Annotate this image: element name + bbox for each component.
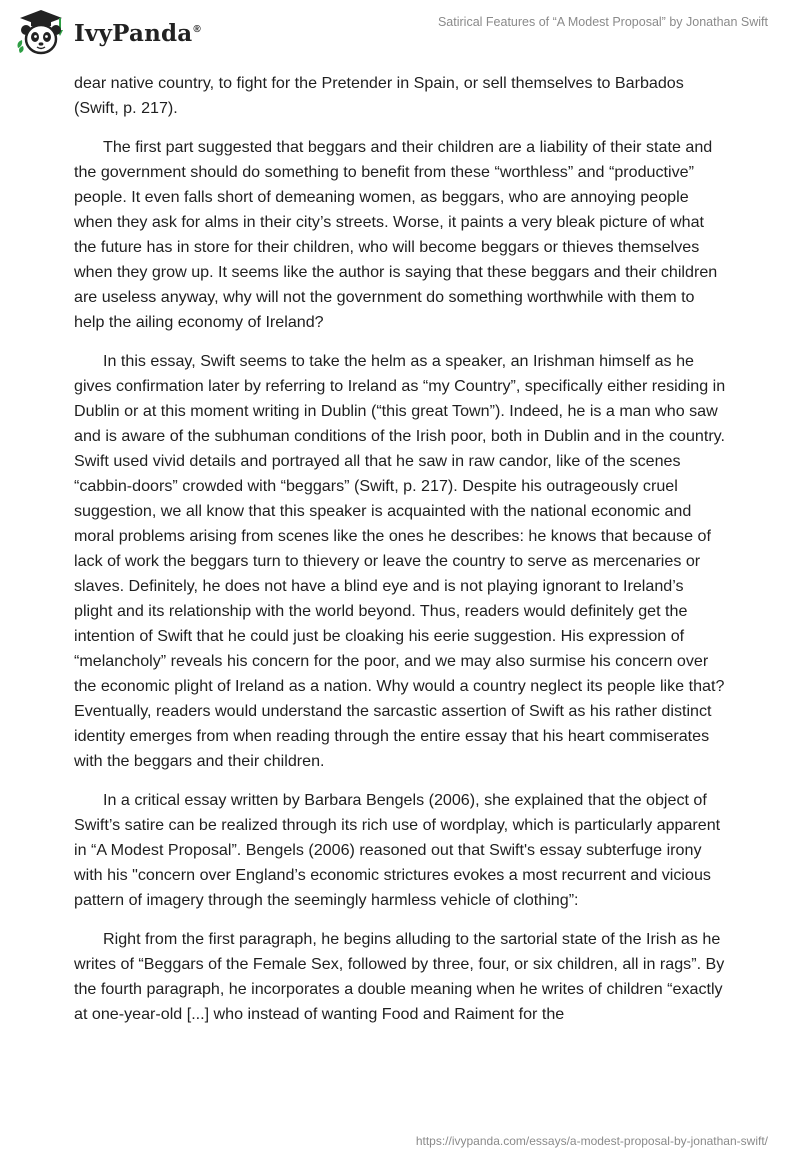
panda-graduate-icon bbox=[14, 8, 68, 56]
document-title: Satirical Features of “A Modest Proposal” by Jonathan Swift bbox=[437, 15, 768, 29]
paragraph: The first part suggested that beggars and their children are a liability of their state and the government should do something to benefit from these “worthless” and “productive” people. It even falls short of demeaning women, as beggars, who are annoying people when they ask for alms in their city’s streets. Worse, it paints a very bleak picture of what the future has in store for their children, who will become beggars or thieves themselves when they grow up. It seems like the author is saying that these beggars and their children are useless anyway, why will not the government do something worthwhile with them to help the ailing economy of Ireland? bbox=[74, 138, 718, 331]
essay-body bbox=[74, 71, 726, 1041]
paragraph: Right from the first paragraph, he begins alluding to the sartorial state of the Irish as he writes of “Beggars of the Female Sex, followed by three, four, or six children, all in rags”. By the fourth paragraph, he incorporates a double meaning when he writes of children “exactly at one-year-old [...] who instead of wanting Food and Raiment for the bbox=[74, 930, 725, 1023]
brand-logo[interactable] bbox=[14, 8, 201, 56]
page-header bbox=[0, 0, 800, 64]
registered-mark: ® bbox=[193, 23, 201, 35]
paragraph: In a critical essay written by Barbara Bengels (2006), she explained that the object of Swift’s satire can be realized through its rich use of wordplay, which is particularly apparent in “A Modest Proposal”. Bengels (2006) reasoned out that Swift's essay subterfuge irony with his "concern over England’s economic strictures evokes a most recurrent and vicious pattern of imagery through the seemingly harmless vehicle of clothing”: bbox=[74, 791, 721, 909]
brand-name: IvyPanda® bbox=[74, 19, 201, 47]
paragraph: In this essay, Swift seems to take the helm as a speaker, an Irishman himself as he gives confirmation later by referring to Ireland as “my Country”, specifically either residing in Dublin or at this moment writing in Dublin (“this great Town”). Indeed, he is a man who saw and is aware of the subhuman conditions of the Irish poor, both in Dublin and in the country. Swift used vivid details and portrayed all that he saw in raw candor, like of the scenes “cabbin-doors” crowded with “beggars” (Swift, p. 217). Despite his outrageously cruel suggestion, we all know that this speaker is acquainted with the national economic and moral problems arising from scenes like the ones he describes: he knows that because of lack of work the beggars turn to thievery or leave the country to serve as mercenaries or slaves. Definitely, he does not have a blind eye and is not playing ignorant to Ireland’s plight and its relationship with the world beyond. Thus, readers would definitely get the intention of Swift that he could just be cloaking his eerie suggestion. His expression of “melancholy” reveals his concern for the poor, and we may also surmise his concern over the economic plight of Ireland as a nation. Why would a country neglect its people like that? Eventually, readers would understand the sarcastic assertion of Swift as his rather distinct identity emerges from when reading through the entire essay that his heart commiserates with the beggars and their children. bbox=[74, 352, 726, 770]
paragraph-continuation: dear native country, to fight for the Pretender in Spain, or sell themselves to Barbados (Swift, p. 217). bbox=[74, 74, 684, 117]
source-url[interactable]: https://ivypanda.com/essays/a-modest-proposal-by-jonathan-swift/ bbox=[415, 1134, 768, 1148]
